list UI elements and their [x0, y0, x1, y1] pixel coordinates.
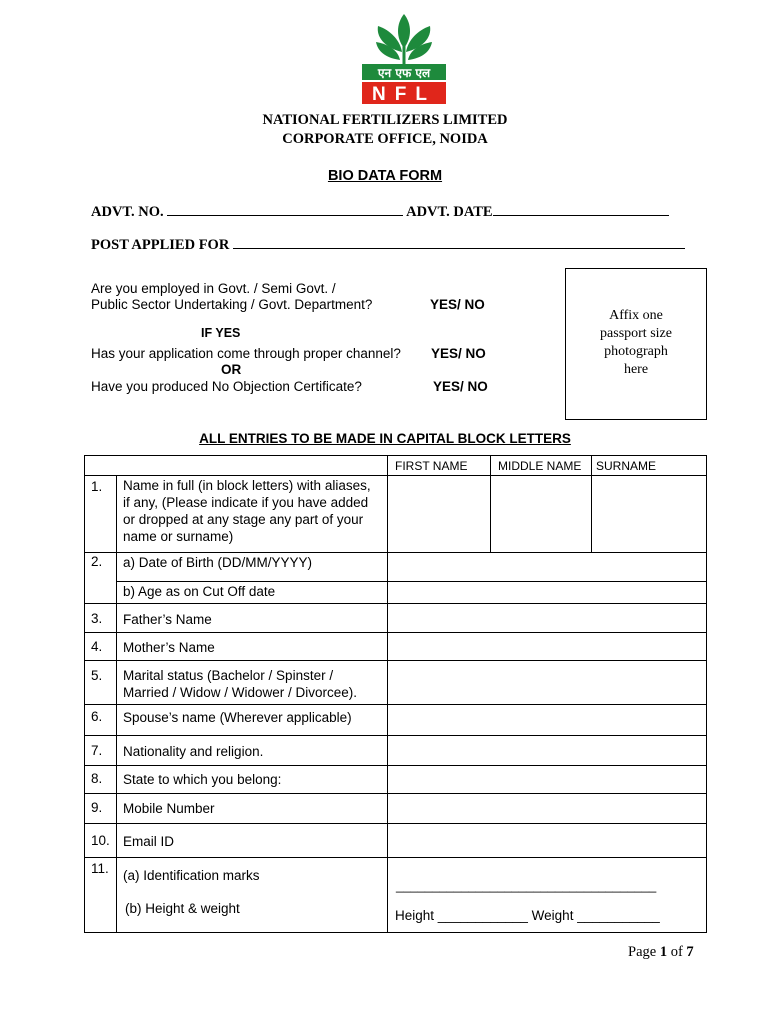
row-label: Email ID: [123, 834, 175, 849]
label-line: Name in full (in block letters) with aliases,: [123, 478, 371, 493]
height-weight-row: [395, 907, 660, 924]
row-number: 4.: [91, 639, 103, 654]
post-row: [91, 234, 685, 254]
q1-line1: Are you employed in Govt. / Semi Govt. /: [91, 281, 336, 296]
advt-no-label: ADVT. NO.: [91, 204, 164, 220]
photo-line: photograph: [604, 344, 668, 359]
email-field[interactable]: [388, 824, 706, 856]
photo-line: here: [623, 362, 649, 377]
state-field[interactable]: [388, 766, 706, 792]
row-label: b) Age as on Cut Off date: [123, 584, 276, 599]
nfl-logo-graphic: [356, 12, 452, 108]
advt-no-row: [91, 201, 669, 221]
father-name-field[interactable]: [388, 604, 706, 631]
post-label: POST APPLIED FOR: [91, 237, 230, 253]
surname-field[interactable]: [592, 476, 706, 552]
block-letters-instruction: ALL ENTRIES TO BE MADE IN CAPITAL BLOCK LETTERS: [199, 431, 571, 446]
row-number: 10.: [91, 833, 110, 848]
row-label: State to which you belong:: [123, 772, 282, 787]
svg-text:NFL: NFL: [372, 84, 436, 105]
height-label: Height: [395, 908, 435, 923]
nfl-logo: [356, 12, 452, 108]
marital-status-field[interactable]: [388, 661, 706, 703]
middle-name-field[interactable]: [491, 476, 591, 552]
row-number: 5.: [91, 668, 103, 683]
row-number: 3.: [91, 611, 103, 626]
advt-date-label: ADVT. DATE: [406, 204, 493, 220]
dob-field[interactable]: [388, 553, 706, 580]
nationality-field[interactable]: [388, 736, 706, 764]
label-line: if any, (Please indicate if you have added: [123, 495, 369, 510]
q2-answer[interactable]: YES/ NO: [431, 346, 486, 361]
q3-text: Have you produced No Objection Certificate?: [91, 379, 362, 394]
weight-label: Weight: [531, 908, 574, 923]
bio-data-table: [84, 455, 707, 933]
weight-field[interactable]: ___________: [577, 908, 660, 923]
mother-name-field[interactable]: [388, 633, 706, 659]
page-number: [628, 944, 694, 961]
if-yes-label: IF YES: [201, 326, 241, 340]
photo-line: passport size: [600, 326, 672, 341]
row-label: (b) Height & weight: [125, 901, 240, 916]
of-word: of: [670, 944, 683, 960]
row-label: Nationality and religion.: [123, 744, 264, 759]
q3-answer[interactable]: YES/ NO: [433, 379, 488, 394]
row-label: [123, 477, 371, 545]
mobile-field[interactable]: [388, 794, 706, 822]
advt-no-field[interactable]: [167, 201, 403, 216]
photo-line: Affix one: [609, 308, 663, 323]
row-label: [123, 667, 357, 701]
row-number: 1.: [91, 479, 103, 494]
row-number: 11.: [91, 861, 109, 876]
header-surname: SURNAME: [596, 459, 657, 473]
svg-text:एन एफ एल: एन एफ एल: [377, 66, 431, 80]
label-line: Marital status (Bachelor / Spinster /: [123, 668, 334, 683]
row-label: Mobile Number: [123, 801, 215, 816]
or-label: OR: [221, 362, 242, 377]
page-word: Page: [628, 944, 657, 960]
form-title: BIO DATA FORM: [327, 168, 443, 184]
advt-date-field[interactable]: [493, 201, 669, 216]
label-line: name or surname): [123, 529, 234, 544]
row-divider: [85, 857, 707, 858]
org-name: NATIONAL FERTILIZERS LIMITED: [262, 112, 508, 128]
row-number: 6.: [91, 709, 103, 724]
current-page: 1: [659, 944, 668, 960]
row-label: Father’s Name: [123, 612, 212, 627]
row-number: 9.: [91, 800, 103, 815]
photo-instructions: [566, 307, 706, 379]
org-office: CORPORATE OFFICE, NOIDA: [282, 131, 488, 147]
label-line: Married / Widow / Widower / Divorcee).: [123, 685, 358, 700]
first-name-field[interactable]: [388, 476, 490, 552]
q1-line2: Public Sector Undertaking / Govt. Department?: [91, 297, 373, 312]
age-field[interactable]: [388, 582, 706, 602]
total-pages: 7: [686, 944, 694, 960]
header-middle-name: MIDDLE NAME: [498, 459, 582, 473]
q1-answer[interactable]: YES/ NO: [430, 297, 485, 312]
height-field[interactable]: ____________: [437, 908, 528, 923]
q2-text: Has your application come through proper channel?: [91, 346, 401, 361]
post-field[interactable]: [233, 234, 685, 249]
spouse-name-field[interactable]: [388, 705, 706, 734]
photo-box[interactable]: [565, 268, 707, 420]
row-number: 2.: [91, 554, 103, 569]
row-label: a) Date of Birth (DD/MM/YYYY): [123, 555, 313, 570]
row-number: 7.: [91, 743, 103, 758]
header-first-name: FIRST NAME: [395, 459, 468, 473]
row-label: Mother’s Name: [123, 640, 215, 655]
row-number: 8.: [91, 771, 103, 786]
label-line: or dropped at any stage any part of your: [123, 512, 364, 527]
row-label: (a) Identification marks: [123, 868, 260, 883]
row-label: Spouse’s name (Wherever applicable): [123, 710, 352, 725]
identification-marks-field[interactable]: ____________________________________: [396, 878, 657, 893]
